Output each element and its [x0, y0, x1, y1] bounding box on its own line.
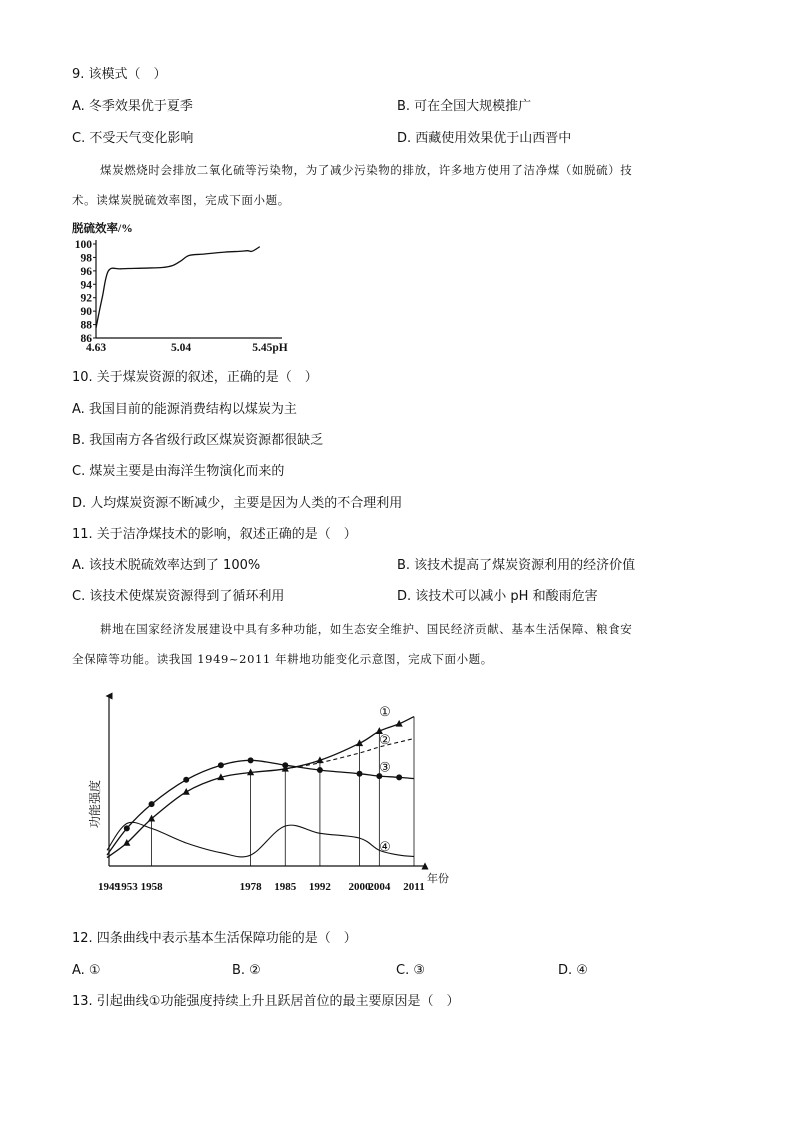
chart1-title: 脱硫效率/% — [72, 223, 133, 235]
chart2-curve-3-dot-marker — [396, 774, 402, 780]
q11-option-c: C. 该技术使煤炭资源得到了循环利用 — [72, 589, 285, 604]
q12-option-d: D. ④ — [558, 963, 588, 978]
chart2-curve-1 — [107, 717, 414, 858]
chart2-x-tick-label: 1953 — [115, 881, 138, 893]
q10-option-b: B. 我国南方各省级行政区煤炭资源都很缺乏 — [72, 433, 324, 448]
q11-option-a: A. 该技术脱硫效率达到了 100% — [72, 558, 261, 573]
chart2-x-label: 年份 — [427, 873, 449, 885]
chart2-y-label: 功能强度 — [88, 779, 102, 828]
chart2-x-tick-label: 2000 — [348, 881, 371, 893]
q11-option-b: B. 该技术提高了煤炭资源利用的经济价值 — [397, 558, 636, 573]
chart2-curve-label-4: ④ — [379, 839, 391, 855]
q9-option-b: B. 可在全国大规模推广 — [397, 99, 532, 114]
chart2-x-tick-label: 1949 — [98, 881, 120, 893]
chart1-y-tick-label: 96 — [80, 265, 92, 278]
chart2-curve-label-2: ② — [379, 732, 391, 748]
chart2-x-tick-label: 1992 — [308, 881, 331, 893]
chart1-y-tick-label: 86 — [80, 333, 92, 345]
intro-paragraph-1-line1: 煤炭燃烧时会排放二氧化硫等污染物，为了减少污染物的排放，许多地方使用了洁净煤（如脱硫）技 — [100, 163, 633, 177]
intro-paragraph-2-line1: 耕地在国家经济发展建设中具有多种功能，如生态安全维护、国民经济贡献、基本生活保障、粮食安 — [100, 622, 633, 636]
q9-option-d: D. 西藏使用效果优于山西晋中 — [397, 131, 572, 146]
q11-stem: 11. 关于洁净煤技术的影响，叙述正确的是（ ） — [72, 527, 357, 542]
q9-option-c: C. 不受天气变化影响 — [72, 131, 194, 146]
q12-option-b: B. ② — [232, 963, 261, 978]
chart1-y-tick-label: 92 — [80, 292, 92, 305]
q12-option-a: A. ① — [72, 963, 101, 978]
chart1-y-tick-label: 98 — [80, 252, 92, 265]
chart2-curve-3-dot-marker — [248, 757, 254, 763]
intro-paragraph-1-line2: 术。读煤炭脱硫效率图，完成下面小题。 — [72, 193, 290, 207]
chart2-curve-3-dot-marker — [124, 825, 130, 831]
q13-stem: 13. 引起曲线①功能强度持续上升且跃居首位的最主要原因是（ ） — [72, 994, 460, 1009]
q9-stem: 9. 该模式（ ） — [72, 67, 167, 82]
chart2-curve-3-dot-marker — [317, 767, 323, 773]
chart1-y-tick-label: 94 — [80, 279, 92, 292]
chart1-y-tick-label: 90 — [80, 306, 92, 319]
chart1-y-tick-label: 88 — [80, 319, 92, 332]
chart2-curve-3 — [107, 760, 414, 855]
q12-stem: 12. 四条曲线中表示基本生活保障功能的是（ ） — [72, 931, 357, 946]
intro-paragraph-2-line2: 全保障等功能。读我国 1949~2011 年耕地功能变化示意图，完成下面小题。 — [72, 652, 493, 666]
q10-option-d: D. 人均煤炭资源不断减少，主要是因为人类的不合理利用 — [72, 496, 403, 511]
chart2-x-tick-label: 1978 — [239, 881, 262, 893]
q10-option-a: A. 我国目前的能源消费结构以煤炭为主 — [72, 402, 297, 417]
chart2-curve-3-dot-marker — [282, 762, 288, 768]
q12-option-c: C. ③ — [396, 963, 425, 978]
chart2-curve-3-dot-marker — [357, 771, 363, 777]
chart1-x-tick-label: 4.63 — [85, 342, 107, 354]
chart2-x-tick-label: 1958 — [140, 881, 163, 893]
chart2-curve-1-triangle-marker — [183, 788, 190, 795]
chart2-curve-label-3: ③ — [379, 759, 391, 775]
chart2-curve-1-triangle-marker — [148, 815, 155, 822]
land-function-chart — [85, 690, 465, 900]
desulfurization-chart — [70, 218, 310, 358]
chart2-x-tick-label: 1985 — [274, 881, 297, 893]
q11-option-d: D. 该技术可以减小 pH 和酸雨危害 — [397, 589, 598, 604]
chart1-x-tick-label: 5.45pH — [252, 342, 288, 354]
chart2-curve-3-dot-marker — [149, 801, 155, 807]
chart2-curve-4 — [107, 822, 414, 857]
q10-stem: 10. 关于煤炭资源的叙述，正确的是（ ） — [72, 370, 318, 385]
q10-option-c: C. 煤炭主要是由海洋生物演化而来的 — [72, 464, 285, 479]
chart2-curve-label-1: ① — [379, 703, 391, 719]
chart1-x-tick-label: 5.04 — [170, 342, 192, 354]
q9-option-a: A. 冬季效果优于夏季 — [72, 99, 193, 114]
chart2-curve-3-dot-marker — [218, 762, 224, 768]
desulfurization-curve — [96, 247, 260, 328]
chart2-x-tick-label: 2004 — [368, 881, 391, 893]
chart2-x-tick-label: 2011 — [403, 881, 425, 893]
chart1-y-tick-label: 100 — [74, 239, 92, 251]
chart2-curve-3-dot-marker — [183, 777, 189, 783]
